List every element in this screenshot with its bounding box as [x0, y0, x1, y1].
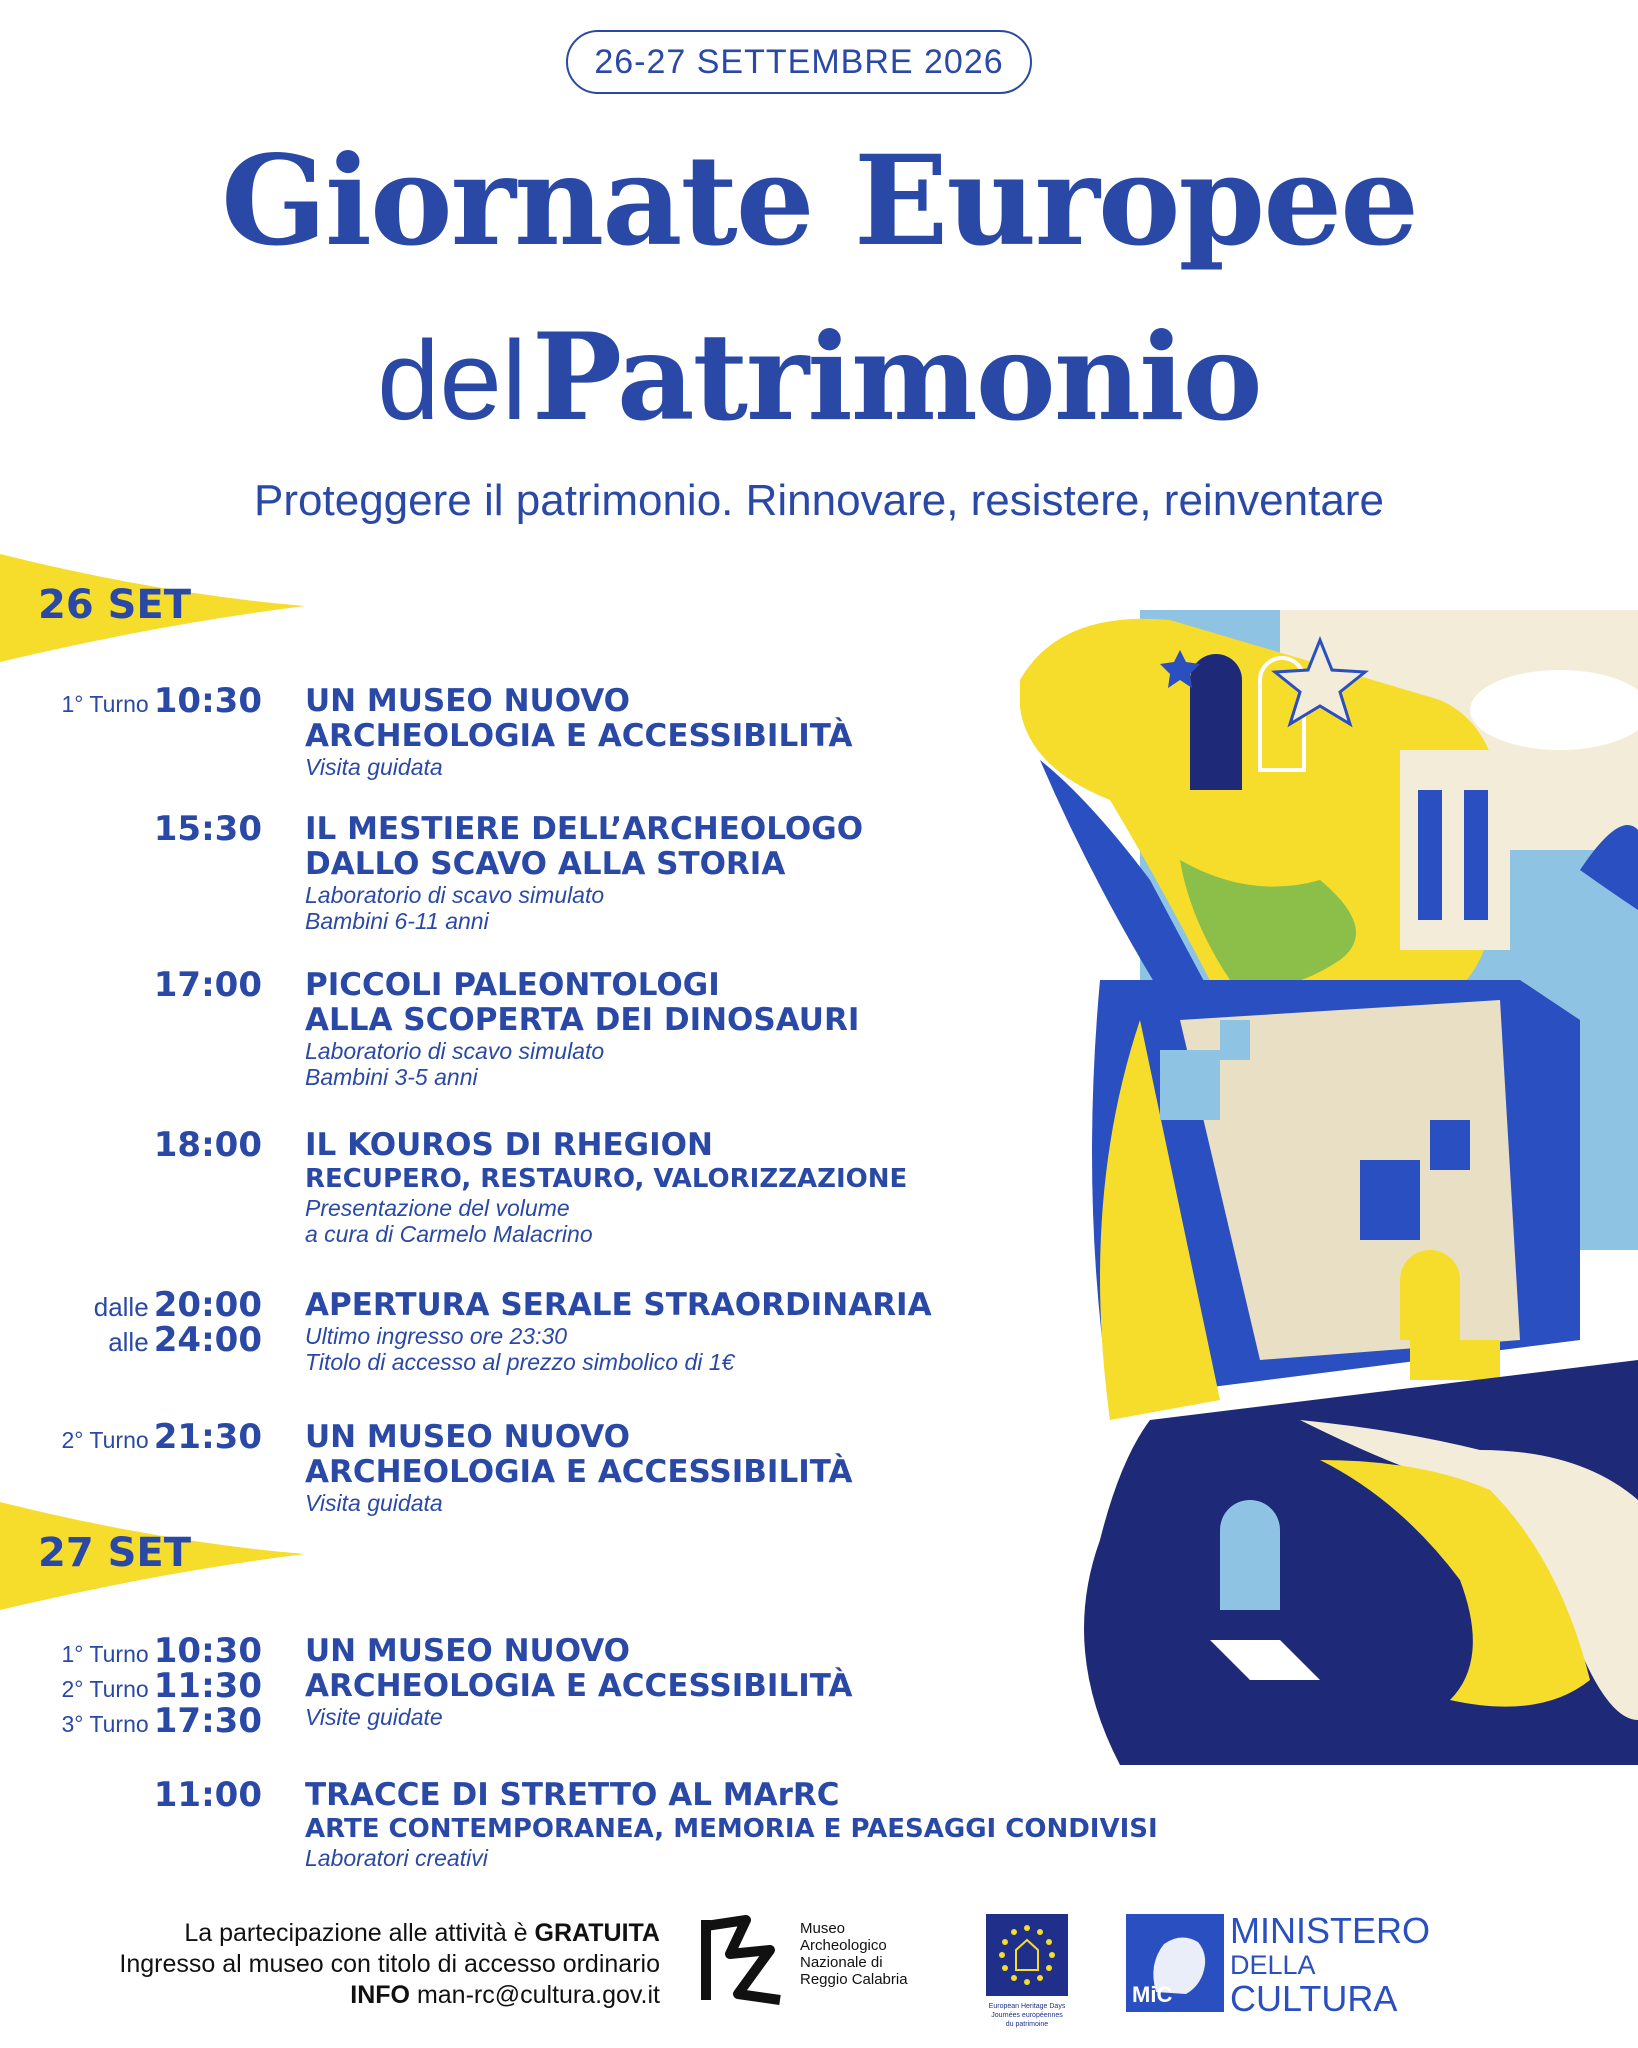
museum-logo: [700, 1914, 960, 2006]
footer-line3: [30, 1980, 660, 2011]
eu-flag-icon: [986, 1914, 1068, 1996]
ministero-line: MINISTERO: [1230, 1910, 1431, 1951]
event-subtitle: ARTE CONTEMPORANEA, MEMORIA E PAESAGGI CONDIVISI: [305, 1814, 1158, 1844]
time-row: [0, 1285, 262, 1325]
turn-label: 1° Turno: [61, 1641, 149, 1667]
event-detail: Visita guidata: [305, 1490, 443, 1516]
event-times: [0, 1631, 262, 1741]
event-detail: Ultimo ingresso ore 23:30: [305, 1323, 568, 1349]
day-label: 27 SET: [38, 1530, 192, 1576]
ehd-caption-line: du patrimoine: [1005, 2021, 1049, 2028]
ministero-cultura-logo: [1126, 1910, 1456, 2019]
event-time: 11:30: [153, 1666, 262, 1706]
event-time: 20:00: [153, 1285, 262, 1325]
turn-label: alle: [108, 1327, 149, 1357]
turn-label: 2° Turno: [61, 1427, 149, 1453]
event-title: IL KOUROS DI RHEGION: [305, 1127, 713, 1163]
time-row: [0, 1631, 262, 1671]
museum-name-line: Nazionale di: [800, 1954, 883, 1971]
eu-stars-icon: [986, 1914, 1068, 1996]
mic-badge-text: MiC: [1132, 1982, 1173, 2007]
page-title-line1: Giornate Europee: [220, 129, 1418, 274]
event-times: [0, 1417, 262, 1457]
time-row: [0, 965, 262, 1005]
museum-name: [800, 1920, 908, 1988]
event-title: TRACCE DI STRETTO AL MArRC: [305, 1777, 840, 1813]
event-times: [0, 809, 262, 849]
footer-text: La partecipazione alle attività è: [184, 1919, 535, 1947]
event-info: [305, 1634, 1185, 1730]
ehd-caption: [968, 2002, 1086, 2029]
museum-name-line: Reggio Calabria: [800, 1971, 908, 1988]
event-subtitle: RECUPERO, RESTAURO, VALORIZZAZIONE: [305, 1164, 908, 1194]
footer-info: [30, 1918, 660, 2011]
museum-name-line: Museo: [800, 1920, 846, 1937]
time-row: [0, 681, 262, 721]
time-row: [0, 1320, 262, 1360]
day-label: 26 SET: [38, 582, 192, 628]
date-badge: 26-27 SETTEMBRE 2026: [566, 30, 1032, 94]
info-email[interactable]: man-rc@cultura.gov.it: [410, 1981, 660, 2009]
event-title: UN MUSEO NUOVO: [305, 1633, 631, 1669]
time-row: [0, 1666, 262, 1706]
day-flag-27: [0, 1502, 310, 1610]
time-row: [0, 1775, 262, 1815]
museum-logo-icon: [700, 1914, 786, 2006]
title-patrimonio: Patrimonio: [531, 307, 1261, 448]
mic-badge: [1126, 1914, 1224, 2012]
time-row: [0, 1417, 262, 1457]
event-time: 10:30: [153, 1631, 262, 1671]
turn-label: dalle: [93, 1292, 149, 1322]
event-time: 21:30: [153, 1417, 262, 1457]
event-times: [0, 1125, 262, 1165]
event-title: PICCOLI PALEONTOLOGI: [305, 967, 720, 1003]
ehd-caption-line: Journées européennes: [991, 2012, 1063, 2019]
event-info: [305, 968, 1185, 1090]
event-info: [305, 1288, 1185, 1375]
turn-label: 3° Turno: [61, 1711, 149, 1737]
event-time: 11:00: [153, 1775, 262, 1815]
event-times: [0, 965, 262, 1005]
event-title: APERTURA SERALE STRAORDINARIA: [305, 1287, 932, 1323]
event-info: [305, 684, 1185, 780]
footer-line2: Ingresso al museo con titolo di accesso ordinario: [119, 1950, 660, 1978]
event-time: 17:30: [153, 1701, 262, 1741]
time-row: [0, 1125, 262, 1165]
footer-line1: [30, 1918, 660, 1949]
event-detail: a cura di Carmelo Malacrino: [305, 1221, 593, 1247]
event-time: 18:00: [153, 1125, 262, 1165]
event-time: 10:30: [153, 681, 262, 721]
event-info: [305, 1778, 1185, 1871]
event-times: [0, 1775, 262, 1815]
european-heritage-days-logo: [986, 1914, 1068, 2044]
event-info: [305, 812, 1185, 934]
event-time: 17:00: [153, 965, 262, 1005]
event-detail: Visite guidate: [305, 1704, 443, 1730]
event-detail: Laboratorio di scavo simulato: [305, 1038, 605, 1064]
ministero-line: CULTURA: [1230, 1978, 1398, 2019]
turn-label: 1° Turno: [61, 691, 149, 717]
footer-bold: INFO: [350, 1981, 410, 2009]
page-subtitle: Proteggere il patrimonio. Rinnovare, resistere, reinventare: [254, 476, 1384, 525]
event-title-line2: ARCHEOLOGIA E ACCESSIBILITÀ: [305, 1668, 853, 1704]
turn-label: 2° Turno: [61, 1676, 149, 1702]
page-title-line2: [0, 307, 1638, 448]
museum-name-line: Archeologico: [800, 1937, 887, 1954]
event-detail: Presentazione del volume: [305, 1195, 570, 1221]
day-flag-26: [0, 554, 310, 662]
title-del: del: [377, 318, 527, 443]
event-info: [305, 1420, 1185, 1516]
event-detail: Laboratori creativi: [305, 1845, 488, 1871]
time-row: [0, 1701, 262, 1741]
event-info: [305, 1128, 1185, 1247]
event-detail: Laboratorio di scavo simulato: [305, 882, 605, 908]
footer-bold: GRATUITA: [534, 1919, 660, 1947]
event-detail: Visita guidata: [305, 754, 443, 780]
time-row: [0, 809, 262, 849]
event-title-line2: ARCHEOLOGIA E ACCESSIBILITÀ: [305, 718, 853, 754]
event-title-line2: ARCHEOLOGIA E ACCESSIBILITÀ: [305, 1454, 853, 1490]
event-detail: Bambini 3-5 anni: [305, 1064, 478, 1090]
event-detail: Titolo di accesso al prezzo simbolico di 1€: [305, 1349, 735, 1375]
event-title: UN MUSEO NUOVO: [305, 1419, 631, 1455]
ministero-name: [1230, 1910, 1431, 2019]
event-title-line2: DALLO SCAVO ALLA STORIA: [305, 846, 786, 882]
event-times: [0, 681, 262, 721]
event-time: 15:30: [153, 809, 262, 849]
event-times: [0, 1285, 262, 1360]
event-detail: Bambini 6-11 anni: [305, 908, 489, 934]
event-time: 24:00: [153, 1320, 262, 1360]
event-title-line2: ALLA SCOPERTA DEI DINOSAURI: [305, 1002, 860, 1038]
ehd-caption-line: European Heritage Days: [988, 2003, 1066, 2010]
event-title: UN MUSEO NUOVO: [305, 683, 631, 719]
event-title: IL MESTIERE DELL’ARCHEOLOGO: [305, 811, 864, 847]
ministero-line: DELLA: [1230, 1950, 1316, 1980]
